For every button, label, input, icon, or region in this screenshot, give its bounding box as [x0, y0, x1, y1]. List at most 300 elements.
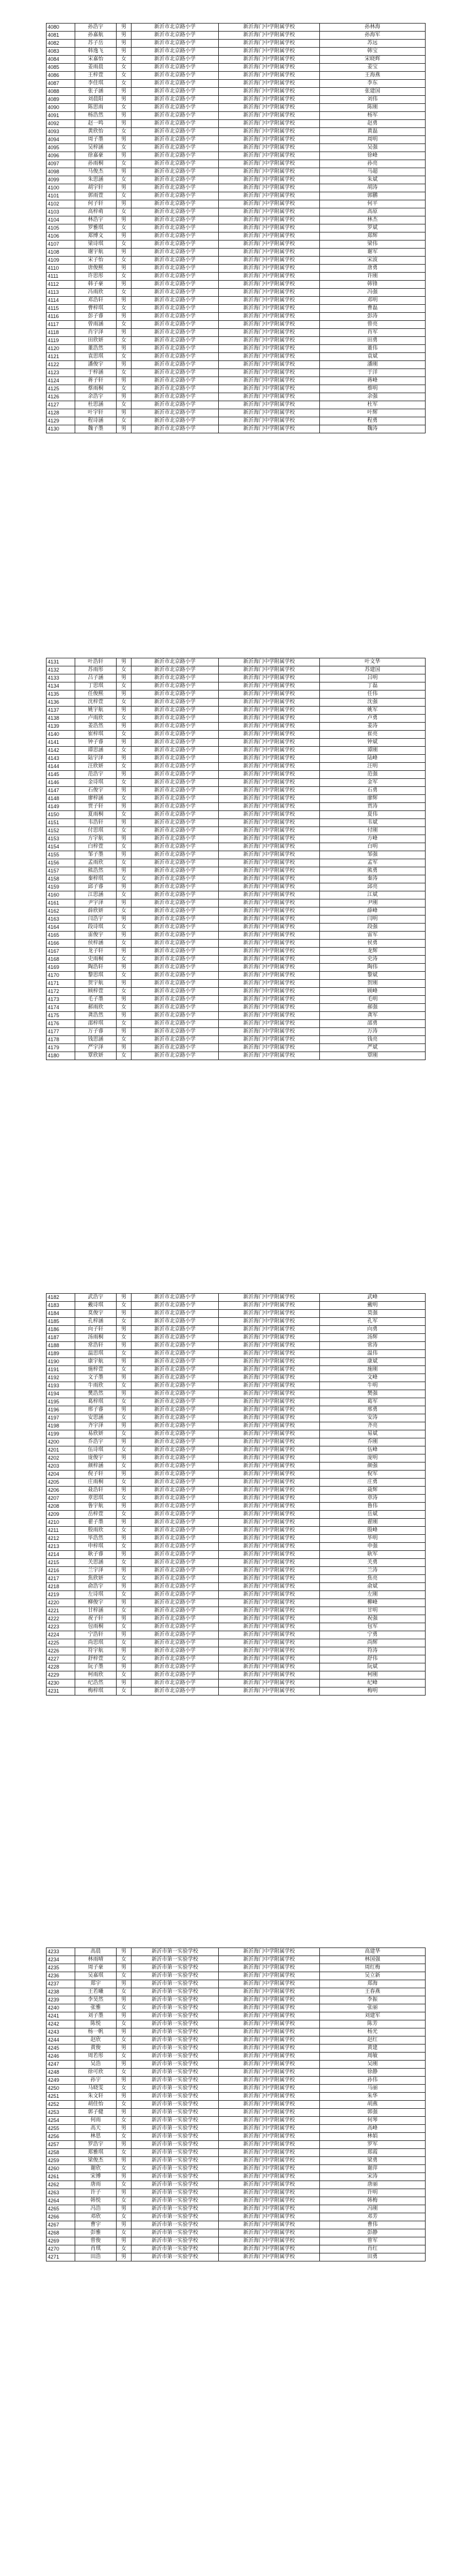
destination-school-cell: 新沂海门中学附属学校 — [219, 1948, 320, 1956]
table-row — [47, 2149, 426, 2157]
destination-school-cell: 新沂海门中学附属学校 — [219, 152, 320, 160]
origin-school-cell: 新沂市北京路小学 — [132, 1495, 219, 1503]
student-name-cell: 徐嘉豪 — [75, 152, 117, 160]
table-row — [47, 1559, 426, 1567]
origin-school-cell: 新沂市北京路小学 — [132, 1310, 219, 1318]
student-name-cell: 宋子怡 — [75, 257, 117, 265]
origin-school-cell: 新沂市第一实验学校 — [132, 2077, 219, 2085]
student-name-cell: 吕子涵 — [75, 674, 117, 682]
student-name-cell: 史雨桐 — [75, 956, 117, 964]
gender-cell: 女 — [117, 1462, 132, 1471]
student-id-cell: 4082 — [47, 40, 75, 48]
student-name-cell: 龙子轩 — [75, 948, 117, 956]
student-id-cell: 4252 — [47, 2101, 75, 2109]
guardian-signature-cell: 刘建军 — [320, 2012, 426, 2020]
table-row — [47, 1663, 426, 1671]
student-id-cell: 4140 — [47, 731, 75, 739]
origin-school-cell: 新沂市北京路小学 — [132, 715, 219, 723]
gender-cell: 男 — [117, 1583, 132, 1591]
origin-school-cell: 新沂市北京路小学 — [132, 747, 219, 755]
guardian-signature-cell: 孔军 — [320, 1318, 426, 1326]
origin-school-cell: 新沂市北京路小学 — [132, 184, 219, 192]
gender-cell: 男 — [117, 313, 132, 321]
gender-cell: 男 — [117, 2093, 132, 2101]
gender-cell: 男 — [117, 899, 132, 907]
student-name-cell: 柳俊宇 — [75, 1599, 117, 1607]
student-name-cell: 郑博文 — [75, 232, 117, 240]
table-row — [47, 1471, 426, 1479]
table-row — [47, 2109, 426, 2117]
table-row — [47, 232, 426, 240]
table-row — [47, 658, 426, 666]
origin-school-cell: 新沂市北京路小学 — [132, 940, 219, 948]
table-row — [47, 1964, 426, 1972]
student-id-cell: 4259 — [47, 2157, 75, 2165]
table-row — [47, 1374, 426, 1382]
table-row — [47, 1639, 426, 1647]
destination-school-cell: 新沂海门中学附属学校 — [219, 1479, 320, 1487]
guardian-signature-cell: 吴立新 — [320, 1972, 426, 1980]
destination-school-cell: 新沂海门中学附属学校 — [219, 1996, 320, 2004]
table-row — [47, 2141, 426, 2149]
student-id-cell: 4178 — [47, 1036, 75, 1044]
origin-school-cell: 新沂市北京路小学 — [132, 891, 219, 899]
student-name-cell: 丁思琪 — [75, 682, 117, 690]
destination-school-cell: 新沂海门中学附属学校 — [219, 2253, 320, 2261]
table-row — [47, 803, 426, 811]
origin-school-cell: 新沂市北京路小学 — [132, 707, 219, 715]
student-id-cell: 4183 — [47, 1302, 75, 1310]
origin-school-cell: 新沂市北京路小学 — [132, 1462, 219, 1471]
origin-school-cell: 新沂市北京路小学 — [132, 48, 219, 56]
guardian-signature-cell: 申强 — [320, 1543, 426, 1551]
student-name-cell: 万子睿 — [75, 1028, 117, 1036]
origin-school-cell: 新沂市北京路小学 — [132, 980, 219, 988]
table-row — [47, 682, 426, 690]
student-name-cell: 孔梓涵 — [75, 1318, 117, 1326]
student-id-cell: 4229 — [47, 1671, 75, 1679]
student-name-cell: 汪欣妍 — [75, 763, 117, 771]
student-id-cell: 4227 — [47, 1655, 75, 1663]
table-row — [47, 819, 426, 827]
student-id-cell: 4168 — [47, 956, 75, 964]
gender-cell: 男 — [117, 883, 132, 891]
origin-school-cell: 新沂市第一实验学校 — [132, 2237, 219, 2245]
gender-cell: 女 — [117, 1052, 132, 1060]
student-name-cell: 聂浩轩 — [75, 1487, 117, 1495]
student-id-cell: 4188 — [47, 1342, 75, 1350]
student-id-cell: 4090 — [47, 104, 75, 112]
student-id-cell: 4161 — [47, 899, 75, 907]
origin-school-cell: 新沂市北京路小学 — [132, 249, 219, 257]
destination-school-cell: 新沂海门中学附属学校 — [219, 964, 320, 972]
student-name-cell: 马俊杰 — [75, 168, 117, 176]
gender-cell: 女 — [117, 747, 132, 755]
destination-school-cell: 新沂海门中学附属学校 — [219, 128, 320, 136]
guardian-signature-cell: 兰涛 — [320, 1567, 426, 1575]
destination-school-cell: 新沂海门中学附属学校 — [219, 1422, 320, 1430]
gender-cell: 男 — [117, 2061, 132, 2069]
destination-school-cell: 新沂海门中学附属学校 — [219, 1671, 320, 1679]
table-row — [47, 835, 426, 843]
student-id-cell: 4268 — [47, 2229, 75, 2237]
table-row — [47, 2237, 426, 2245]
gender-cell: 男 — [117, 1599, 132, 1607]
guardian-signature-cell: 朱华 — [320, 2093, 426, 2101]
student-name-cell: 田欣妍 — [75, 337, 117, 345]
origin-school-cell: 新沂市北京路小学 — [132, 964, 219, 972]
table-row — [47, 787, 426, 795]
table-row — [47, 1567, 426, 1575]
origin-school-cell: 新沂市第一实验学校 — [132, 2117, 219, 2125]
destination-school-cell: 新沂海门中学附属学校 — [219, 1964, 320, 1972]
guardian-signature-cell: 黎斌 — [320, 972, 426, 980]
student-name-cell: 包雨桐 — [75, 1623, 117, 1631]
gender-cell: 男 — [117, 1028, 132, 1036]
origin-school-cell: 新沂市北京路小学 — [132, 1036, 219, 1044]
table-row — [47, 1052, 426, 1060]
table-row — [47, 972, 426, 980]
table-row — [47, 1398, 426, 1406]
student-id-cell: 4136 — [47, 699, 75, 707]
origin-school-cell: 新沂市北京路小学 — [132, 731, 219, 739]
guardian-signature-cell: 侯勇 — [320, 940, 426, 948]
destination-school-cell: 新沂海门中学附属学校 — [219, 2149, 320, 2157]
destination-school-cell: 新沂海门中学附属学校 — [219, 297, 320, 305]
guardian-signature-cell: 张丽 — [320, 2004, 426, 2012]
destination-school-cell: 新沂海门中学附属学校 — [219, 1639, 320, 1647]
destination-school-cell: 新沂海门中学附属学校 — [219, 2061, 320, 2069]
destination-school-cell: 新沂海门中学附属学校 — [219, 88, 320, 96]
origin-school-cell: 新沂市北京路小学 — [132, 1551, 219, 1559]
guardian-signature-cell: 翟刚 — [320, 1519, 426, 1527]
table-row — [47, 2197, 426, 2205]
guardian-signature-cell: 徐静 — [320, 2069, 426, 2077]
destination-school-cell: 新沂海门中学附属学校 — [219, 2213, 320, 2221]
gender-cell: 女 — [117, 827, 132, 835]
student-id-cell: 4242 — [47, 2020, 75, 2028]
table-row — [47, 907, 426, 915]
student-id-cell: 4118 — [47, 329, 75, 337]
student-id-cell: 4146 — [47, 779, 75, 787]
student-id-cell: 4248 — [47, 2069, 75, 2077]
destination-school-cell: 新沂海门中学附属学校 — [219, 690, 320, 699]
origin-school-cell: 新沂市北京路小学 — [132, 1631, 219, 1639]
origin-school-cell: 新沂市北京路小学 — [132, 1318, 219, 1326]
table-row — [47, 988, 426, 996]
destination-school-cell: 新沂海门中学附属学校 — [219, 1350, 320, 1358]
student-id-cell: 4222 — [47, 1615, 75, 1623]
student-id-cell: 4193 — [47, 1382, 75, 1390]
gender-cell: 女 — [117, 1527, 132, 1535]
origin-school-cell: 新沂市北京路小学 — [132, 787, 219, 795]
student-name-cell: 龚浩然 — [75, 1012, 117, 1020]
guardian-signature-cell: 邢勇 — [320, 1406, 426, 1414]
guardian-signature-cell: 宋波 — [320, 257, 426, 265]
roster-table — [46, 23, 426, 433]
destination-school-cell: 新沂海门中学附属学校 — [219, 1615, 320, 1623]
table-row — [47, 1956, 426, 1964]
origin-school-cell: 新沂市北京路小学 — [132, 377, 219, 385]
student-name-cell: 焦欣妍 — [75, 1575, 117, 1583]
destination-school-cell: 新沂海门中学附属学校 — [219, 417, 320, 425]
destination-school-cell: 新沂海门中学附属学校 — [219, 24, 320, 32]
student-id-cell: 4247 — [47, 2061, 75, 2069]
destination-school-cell: 新沂海门中学附属学校 — [219, 803, 320, 811]
student-id-cell: 4111 — [47, 273, 75, 281]
student-id-cell: 4177 — [47, 1028, 75, 1036]
table-row — [47, 1671, 426, 1679]
student-name-cell: 牛雨欣 — [75, 1382, 117, 1390]
gender-cell: 男 — [117, 1454, 132, 1462]
origin-school-cell: 新沂市北京路小学 — [132, 1004, 219, 1012]
student-id-cell: 4092 — [47, 120, 75, 128]
guardian-signature-cell: 李东 — [320, 80, 426, 88]
guardian-signature-cell: 闫明 — [320, 915, 426, 924]
student-id-cell: 4093 — [47, 128, 75, 136]
guardian-signature-cell: 邓芳 — [320, 2213, 426, 2221]
origin-school-cell: 新沂市北京路小学 — [132, 361, 219, 369]
destination-school-cell: 新沂海门中学附属学校 — [219, 2229, 320, 2237]
destination-school-cell: 新沂海门中学附属学校 — [219, 2141, 320, 2149]
student-name-cell: 吴嘉琪 — [75, 1972, 117, 1980]
guardian-signature-cell: 彭涛 — [320, 313, 426, 321]
guardian-signature-cell: 毕明 — [320, 1535, 426, 1543]
table-row — [47, 755, 426, 763]
student-name-cell: 樊浩然 — [75, 1390, 117, 1398]
student-name-cell: 李昊然 — [75, 1996, 117, 2004]
table-row — [47, 1551, 426, 1559]
student-name-cell: 赵欣 — [75, 2036, 117, 2044]
gender-cell: 女 — [117, 1639, 132, 1647]
origin-school-cell: 新沂市北京路小学 — [132, 1342, 219, 1350]
guardian-signature-cell: 任伟 — [320, 690, 426, 699]
student-name-cell: 易欣妍 — [75, 1430, 117, 1438]
student-name-cell: 唐俊熙 — [75, 265, 117, 273]
guardian-signature-cell: 包军 — [320, 1623, 426, 1631]
student-name-cell: 刘子墨 — [75, 2012, 117, 2020]
student-id-cell: 4100 — [47, 184, 75, 192]
gender-cell: 女 — [117, 1398, 132, 1406]
table-row — [47, 80, 426, 88]
gender-cell: 女 — [117, 1543, 132, 1551]
table-row — [47, 1004, 426, 1012]
origin-school-cell: 新沂市北京路小学 — [132, 1487, 219, 1495]
student-name-cell: 符宇航 — [75, 1647, 117, 1655]
student-name-cell: 翟子墨 — [75, 1519, 117, 1527]
destination-school-cell: 新沂海门中学附属学校 — [219, 980, 320, 988]
student-name-cell: 薛欣妍 — [75, 907, 117, 915]
student-id-cell: 4083 — [47, 48, 75, 56]
guardian-signature-cell: 向勇 — [320, 1326, 426, 1334]
table-row — [47, 216, 426, 224]
gender-cell: 男 — [117, 216, 132, 224]
student-name-cell: 廖梓涵 — [75, 795, 117, 803]
origin-school-cell: 新沂市北京路小学 — [132, 176, 219, 184]
origin-school-cell: 新沂市北京路小学 — [132, 875, 219, 883]
table-row — [47, 128, 426, 136]
student-name-cell: 余浩宇 — [75, 393, 117, 401]
gender-cell: 男 — [117, 1996, 132, 2004]
origin-school-cell: 新沂市北京路小学 — [132, 1591, 219, 1599]
table-row — [47, 1318, 426, 1326]
destination-school-cell: 新沂海门中学附属学校 — [219, 2245, 320, 2253]
origin-school-cell: 新沂市第一实验学校 — [132, 2173, 219, 2181]
student-id-cell: 4166 — [47, 940, 75, 948]
student-id-cell: 4156 — [47, 859, 75, 867]
student-name-cell: 郑雅琪 — [75, 2149, 117, 2157]
student-id-cell: 4215 — [47, 1559, 75, 1567]
student-id-cell: 4260 — [47, 2165, 75, 2173]
destination-school-cell: 新沂海门中学附属学校 — [219, 1551, 320, 1559]
gender-cell: 女 — [117, 128, 132, 136]
student-name-cell: 葛梓琪 — [75, 1398, 117, 1406]
student-id-cell: 4169 — [47, 964, 75, 972]
student-id-cell: 4160 — [47, 891, 75, 899]
origin-school-cell: 新沂市北京路小学 — [132, 265, 219, 273]
table-row — [47, 321, 426, 329]
student-id-cell: 4129 — [47, 417, 75, 425]
student-name-cell: 胡宇轩 — [75, 184, 117, 192]
guardian-signature-cell: 陶伟 — [320, 964, 426, 972]
gender-cell: 男 — [117, 2189, 132, 2197]
destination-school-cell: 新沂海门中学附属学校 — [219, 1543, 320, 1551]
student-id-cell: 4191 — [47, 1366, 75, 1374]
destination-school-cell: 新沂海门中学附属学校 — [219, 2157, 320, 2165]
destination-school-cell: 新沂海门中学附属学校 — [219, 168, 320, 176]
student-id-cell: 4119 — [47, 337, 75, 345]
student-id-cell: 4131 — [47, 658, 75, 666]
origin-school-cell: 新沂市第一实验学校 — [132, 2205, 219, 2213]
origin-school-cell: 新沂市北京路小学 — [132, 1438, 219, 1446]
destination-school-cell: 新沂海门中学附属学校 — [219, 216, 320, 224]
gender-cell: 男 — [117, 32, 132, 40]
table-row — [47, 779, 426, 787]
student-name-cell: 梁诗琪 — [75, 240, 117, 249]
guardian-signature-cell: 郑海 — [320, 1980, 426, 1988]
destination-school-cell: 新沂海门中学附属学校 — [219, 2044, 320, 2053]
destination-school-cell: 新沂海门中学附属学校 — [219, 313, 320, 321]
guardian-signature-cell: 魏涛 — [320, 425, 426, 433]
origin-school-cell: 新沂市第一实验学校 — [132, 2101, 219, 2109]
gender-cell: 男 — [117, 136, 132, 144]
student-id-cell: 4109 — [47, 257, 75, 265]
student-id-cell: 4190 — [47, 1358, 75, 1366]
guardian-signature-cell: 姜涛 — [320, 723, 426, 731]
gender-cell: 女 — [117, 1430, 132, 1438]
guardian-signature-cell: 方峰 — [320, 835, 426, 843]
student-name-cell: 雷俊宇 — [75, 932, 117, 940]
student-id-cell: 4195 — [47, 1398, 75, 1406]
origin-school-cell: 新沂市第一实验学校 — [132, 2133, 219, 2141]
destination-school-cell: 新沂海门中学附属学校 — [219, 1334, 320, 1342]
destination-school-cell: 新沂海门中学附属学校 — [219, 2205, 320, 2213]
student-id-cell: 4198 — [47, 1422, 75, 1430]
guardian-signature-cell: 曾亮 — [320, 321, 426, 329]
gender-cell: 女 — [117, 972, 132, 980]
origin-school-cell: 新沂市北京路小学 — [132, 1294, 219, 1302]
student-name-cell: 关思涵 — [75, 1559, 117, 1567]
guardian-signature-cell: 武峰 — [320, 1294, 426, 1302]
guardian-signature-cell: 乔刚 — [320, 1438, 426, 1446]
table-row — [47, 1591, 426, 1599]
table-row — [47, 1012, 426, 1020]
gender-cell: 男 — [117, 152, 132, 160]
guardian-signature-cell: 龙辉 — [320, 948, 426, 956]
origin-school-cell: 新沂市第一实验学校 — [132, 2253, 219, 2261]
gender-cell: 男 — [117, 1567, 132, 1575]
origin-school-cell: 新沂市北京路小学 — [132, 755, 219, 763]
student-name-cell: 宋博 — [75, 2173, 117, 2181]
origin-school-cell: 新沂市北京路小学 — [132, 168, 219, 176]
student-id-cell: 4223 — [47, 1623, 75, 1631]
student-id-cell: 4150 — [47, 811, 75, 819]
gender-cell: 男 — [117, 739, 132, 747]
destination-school-cell: 新沂海门中学附属学校 — [219, 393, 320, 401]
student-id-cell: 4212 — [47, 1535, 75, 1543]
gender-cell: 女 — [117, 2149, 132, 2157]
destination-school-cell: 新沂海门中学附属学校 — [219, 827, 320, 835]
origin-school-cell: 新沂市第一实验学校 — [132, 2020, 219, 2028]
student-id-cell: 4266 — [47, 2213, 75, 2221]
guardian-signature-cell: 倪军 — [320, 1471, 426, 1479]
origin-school-cell: 新沂市第一实验学校 — [132, 2141, 219, 2149]
student-name-cell: 夏雨桐 — [75, 811, 117, 819]
origin-school-cell: 新沂市第一实验学校 — [132, 1988, 219, 1996]
guardian-signature-cell: 曾军 — [320, 2237, 426, 2245]
gender-cell: 男 — [117, 1406, 132, 1414]
roster-section-3 — [46, 1293, 425, 1696]
gender-cell: 男 — [117, 40, 132, 48]
student-id-cell: 4235 — [47, 1964, 75, 1972]
destination-school-cell: 新沂海门中学附属学校 — [219, 1956, 320, 1964]
gender-cell: 女 — [117, 337, 132, 345]
destination-school-cell: 新沂海门中学附属学校 — [219, 666, 320, 674]
table-row — [47, 192, 426, 200]
origin-school-cell: 新沂市北京路小学 — [132, 208, 219, 216]
guardian-signature-cell: 梁伟 — [320, 240, 426, 249]
student-id-cell: 4213 — [47, 1543, 75, 1551]
destination-school-cell: 新沂海门中学附属学校 — [219, 369, 320, 377]
origin-school-cell: 新沂市北京路小学 — [132, 321, 219, 329]
gender-cell: 女 — [117, 80, 132, 88]
student-id-cell: 4251 — [47, 2093, 75, 2101]
origin-school-cell: 新沂市第一实验学校 — [132, 2085, 219, 2093]
guardian-signature-cell: 杜军 — [320, 401, 426, 409]
gender-cell: 女 — [117, 369, 132, 377]
table-row — [47, 56, 426, 64]
destination-school-cell: 新沂海门中学附属学校 — [219, 1527, 320, 1535]
student-name-cell: 段诗琪 — [75, 924, 117, 932]
student-id-cell: 4130 — [47, 425, 75, 433]
origin-school-cell: 新沂市北京路小学 — [132, 1302, 219, 1310]
guardian-signature-cell: 叶文华 — [320, 658, 426, 666]
student-id-cell: 4220 — [47, 1599, 75, 1607]
student-id-cell: 4230 — [47, 1679, 75, 1687]
gender-cell: 女 — [117, 305, 132, 313]
table-row — [47, 1358, 426, 1366]
student-id-cell: 4117 — [47, 321, 75, 329]
guardian-signature-cell: 汪明 — [320, 763, 426, 771]
student-id-cell: 4192 — [47, 1374, 75, 1382]
gender-cell: 男 — [117, 329, 132, 337]
student-id-cell: 4256 — [47, 2133, 75, 2141]
gender-cell: 男 — [117, 1326, 132, 1334]
guardian-signature-cell: 马丽 — [320, 2085, 426, 2093]
roster-table — [46, 658, 426, 1060]
destination-school-cell: 新沂海门中学附属学校 — [219, 1004, 320, 1012]
student-id-cell: 4110 — [47, 265, 75, 273]
